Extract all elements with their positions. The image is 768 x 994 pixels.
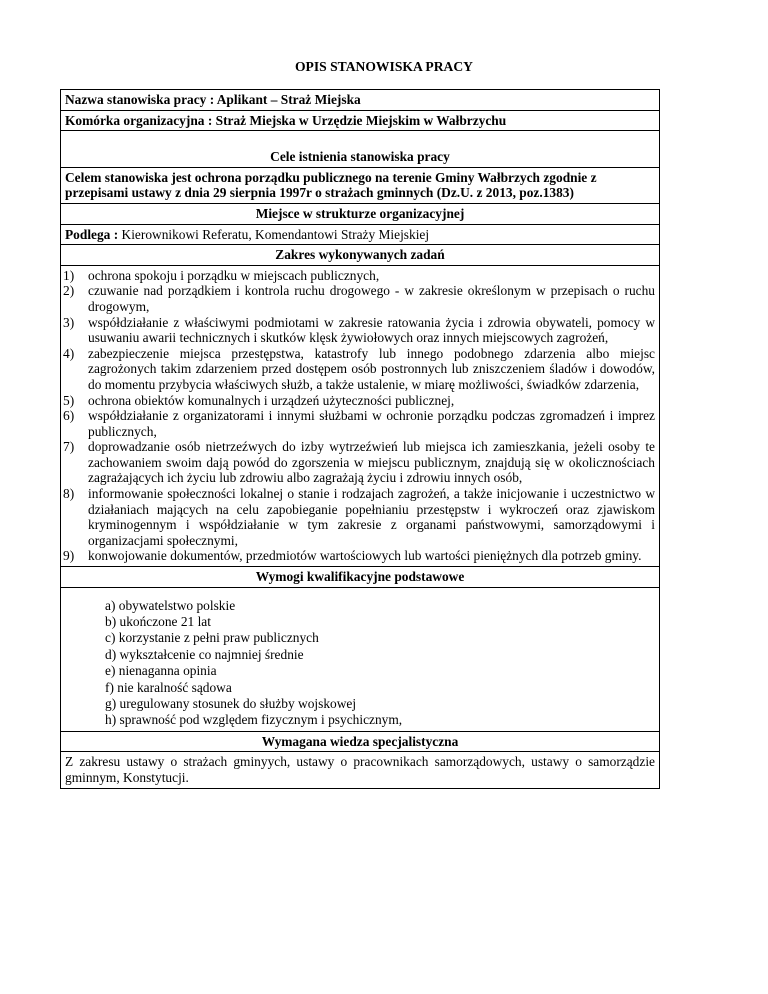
task-item xyxy=(65,408,655,439)
requirement-item: d) wykształcenie co najmniej średnie xyxy=(105,646,304,662)
reports-to xyxy=(61,224,660,245)
structure-heading: Miejsce w strukturze organizacyjnej xyxy=(61,203,660,224)
task-item xyxy=(65,439,655,486)
reports-to-label: Podlega : xyxy=(65,226,119,242)
organizational-unit: Komórka organizacyjna : Straż Miejska w Urzędzie Miejskim w Wałbrzychu xyxy=(61,110,660,131)
position-name: Nazwa stanowiska pracy : Aplikant – Straż Miejska xyxy=(61,90,660,111)
task-text: ochrona obiektów komunalnych i urządzeń użyteczności publicznej, xyxy=(88,392,455,408)
document-title: OPIS STANOWISKA PRACY xyxy=(294,59,473,74)
purpose-text: Celem stanowiska jest ochrona porządku publicznego na terenie Gminy Wałbrzych zgodnie z przepisami ustawy z dnia 29 sierpnia 1997r o strażach gminnych (Dz.U. z 2013, poz.1383) xyxy=(61,167,660,203)
task-item xyxy=(65,548,655,564)
task-number: 2) xyxy=(63,283,75,299)
reports-to-text: Kierownikowi Referatu, Komendantowi Straży Miejskiej xyxy=(118,226,430,242)
knowledge-text: Z zakresu ustawy o strażach gminyych, ustawy o pracownikach samorządowych, ustawy o samorządzie gminnym, Konstytucji. xyxy=(61,752,660,788)
knowledge-heading: Wymagana wiedza specjalistyczna xyxy=(61,731,660,752)
task-number: 6) xyxy=(63,408,75,424)
tasks-cell xyxy=(61,265,660,566)
requirement-item: c) korzystanie z pełni praw publicznych xyxy=(105,630,319,646)
task-number: 3) xyxy=(63,314,75,330)
requirements-heading: Wymogi kwalifikacyjne podstawowe xyxy=(61,567,660,588)
tasks-list xyxy=(65,268,655,564)
requirements-list xyxy=(61,587,660,731)
task-number: 5) xyxy=(63,392,75,408)
requirement-item: f) nie karalność sądowa xyxy=(105,679,232,695)
job-description-table xyxy=(60,89,660,789)
task-item xyxy=(65,393,655,409)
task-text: współdziałanie z organizatorami i innymi służbami w ochronie porządku podczas zgromadzeń i imprez publicznych, xyxy=(88,408,655,439)
requirement-item: a) obywatelstwo polskie xyxy=(105,597,236,613)
task-text: czuwanie nad porządkiem i kontrola ruchu drogowego - w zakresie określonym w przepisach o ruchu drogowym, xyxy=(88,283,655,314)
task-text: konwojowanie dokumentów, przedmiotów wartościowych lub wartości pieniężnych dla potrzeb gminy. xyxy=(88,548,642,564)
task-item xyxy=(65,486,655,548)
requirement-item: g) uregulowany stosunek do służby wojskowej xyxy=(105,696,357,712)
tasks-heading: Zakres wykonywanych zadań xyxy=(61,245,660,266)
task-number: 9) xyxy=(63,548,75,564)
requirement-item: e) nienaganna opinia xyxy=(105,663,217,679)
requirement-item: b) ukończone 21 lat xyxy=(105,614,211,630)
task-item xyxy=(65,283,655,314)
task-number: 4) xyxy=(63,345,75,361)
purpose-heading: Cele istnienia stanowiska pracy xyxy=(61,131,660,168)
task-item xyxy=(65,315,655,346)
task-text: informowanie społeczności lokalnej o stanie i rodzajach zagrożeń, a także inicjowanie i uczestnictwo w działaniach mających na celu zapobieganie popełnianiu przestępstw i wykroczeń oraz zjawiskom kryminogennym i współdziałanie w tym zakresie z organami państwowymi, samorządowymi i organizacjami społecznymi, xyxy=(88,486,655,548)
task-text: zabezpieczenie miejsca przestępstwa, katastrofy lub innego podobnego zdarzenia albo miejsc zagrożonych takim zdarzeniem przed dostępem osób postronnych lub zniszczeniem śladów i dowodów, do momentu przybycia właściwych służb, a także ustalenie, w miarę możliwości, świadków zdarzenia, xyxy=(88,345,655,392)
task-text: współdziałanie z właściwymi podmiotami w zakresie ratowania życia i zdrowia obywateli, pomocy w usuwaniu awarii technicznych i skutków klęsk żywiołowych oraz innych miejscowych zagrożeń, xyxy=(88,314,655,346)
task-item xyxy=(65,346,655,393)
task-text: ochrona spokoju i porządku w miejscach publicznych, xyxy=(88,267,380,283)
requirement-item: h) sprawność pod względem fizycznym i psychicznym, xyxy=(105,712,403,728)
task-number: 1) xyxy=(63,267,75,283)
task-item xyxy=(65,268,655,284)
task-number: 8) xyxy=(63,486,75,502)
task-number: 7) xyxy=(63,439,75,455)
task-text: doprowadzanie osób nietrzeźwych do izby wytrzeźwień lub miejsca ich zamieszkania, jeżeli osoby te zachowaniem swoim dają powód do zgorszenia w miejscu publicznym, znajdują się w okolicznościach zagrażających ich życiu lub zdrowiu albo zagrażają życiu i zdrowiu innych osób, xyxy=(88,439,655,486)
